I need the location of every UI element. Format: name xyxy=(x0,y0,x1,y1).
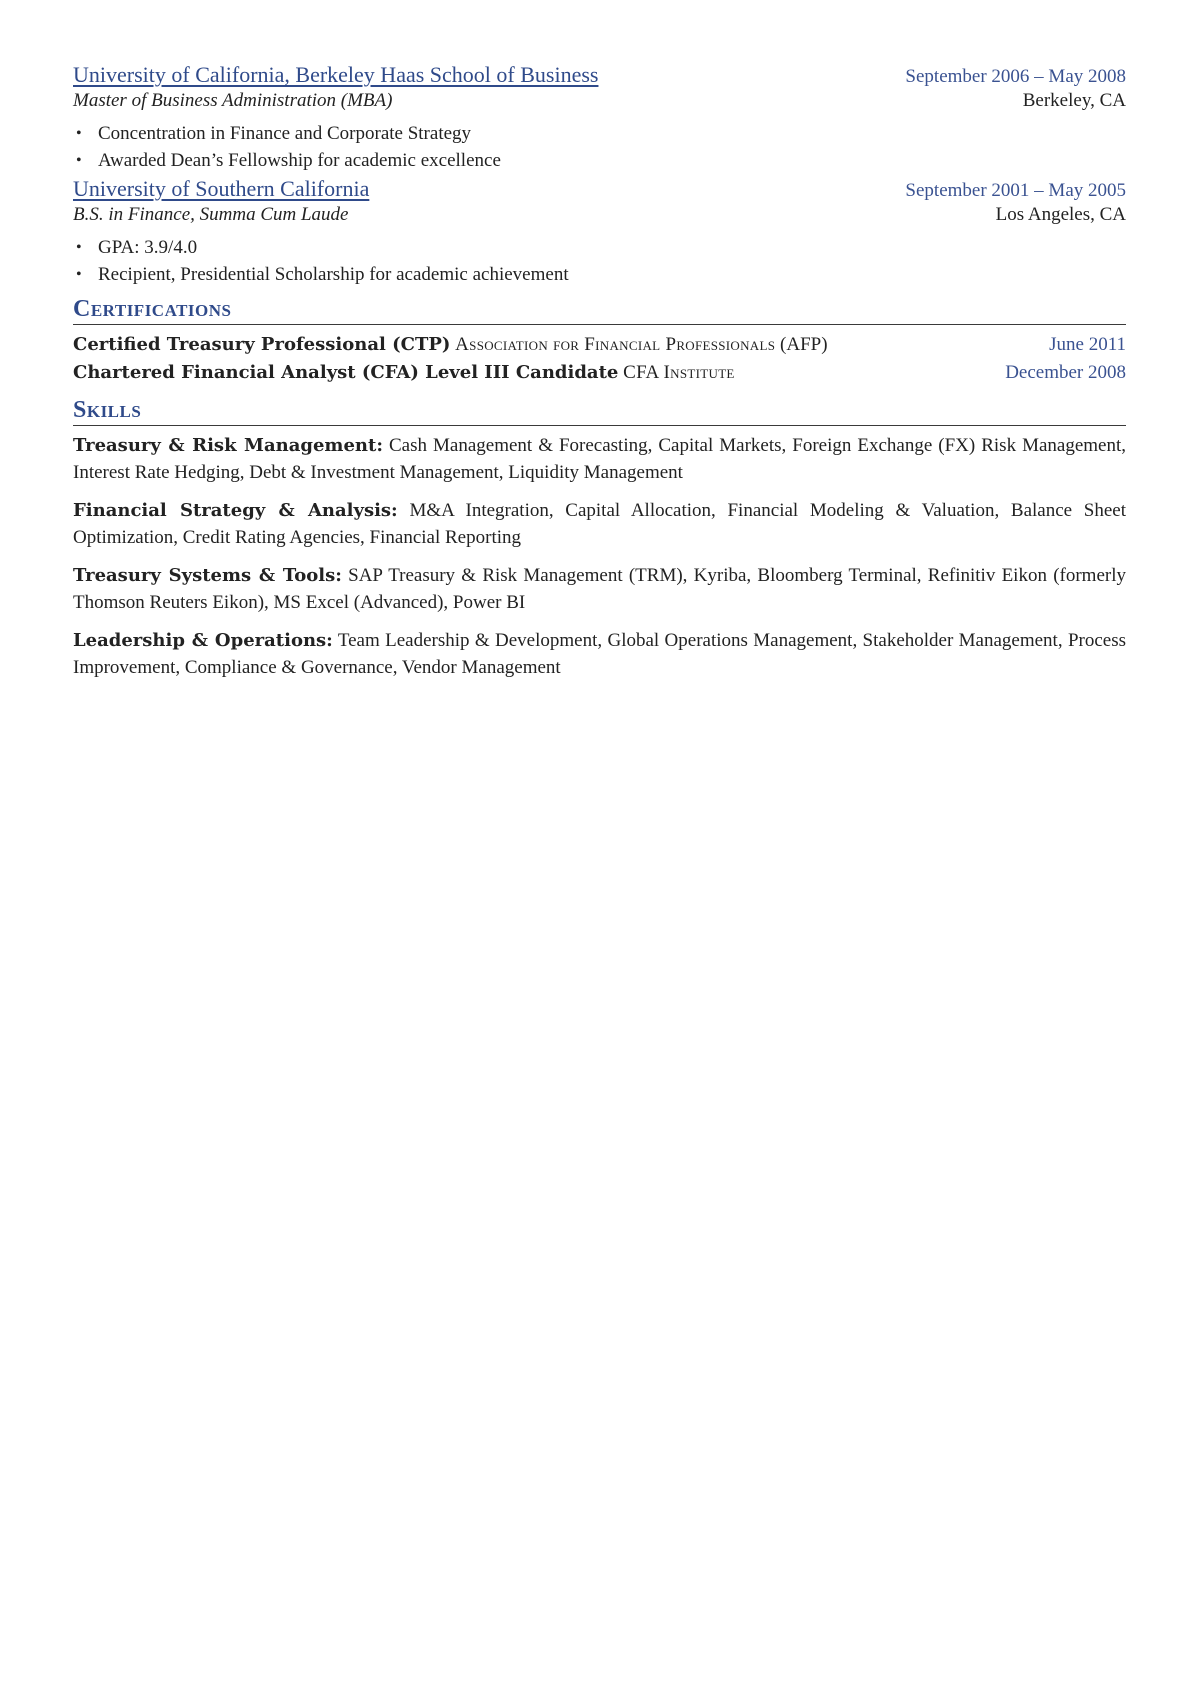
section-divider xyxy=(73,425,1126,426)
list-item: • GPA: 3.9/4.0 xyxy=(98,234,1126,261)
certification-text xyxy=(73,331,828,359)
skill-text: SAP Treasury & Risk Management (TRM), Kyriba, Bloomberg Terminal, Refinitiv Eikon (formerly Thomson Reuters Eikon), MS Excel (Advanced), Power BI xyxy=(73,565,1126,613)
education-dates: September 2006 – May 2008 xyxy=(905,66,1126,87)
list-item: • Concentration in Finance and Corporate Strategy xyxy=(98,120,1126,147)
section-title-skills: Skills xyxy=(73,397,142,423)
certification-name: Chartered Financial Analyst (CFA) Level III Candidate xyxy=(73,362,619,383)
certification-row xyxy=(73,331,1126,359)
location: Los Angeles, CA xyxy=(995,204,1126,225)
list-item: • Recipient, Presidential Scholarship for academic achievement xyxy=(98,261,1126,288)
skill-label: Treasury Systems & Tools: xyxy=(73,565,342,586)
education-dates: September 2001 – May 2005 xyxy=(905,180,1126,201)
certification-issuer-suffix: (AFP) xyxy=(780,334,828,355)
education-subheader-row xyxy=(73,204,1126,226)
education-bullets xyxy=(73,120,1126,174)
education-entry xyxy=(73,62,1126,174)
certification-text xyxy=(73,359,735,387)
section-title-certifications: Certifications xyxy=(73,296,232,322)
degree: Master of Business Administration (MBA) xyxy=(73,90,393,111)
skill-label: Financial Strategy & Analysis: xyxy=(73,500,398,521)
skill-text: M&A Integration, Capital Allocation, Financial Modeling & Valuation, Balance Sheet Optimization, Credit Rating Agencies, Financial Reporting xyxy=(73,500,1127,548)
skill-text: Team Leadership & Development, Global Operations Management, Stakeholder Management, Process Improvement, Compliance & Governance, Vendor Management xyxy=(73,630,1126,678)
certification-row xyxy=(73,359,1126,387)
skill-paragraph xyxy=(73,627,1126,681)
certification-name: Certified Treasury Professional (CTP) xyxy=(73,334,451,355)
section-divider xyxy=(73,324,1126,325)
certification-issuer: Association for Financial Professionals xyxy=(455,334,776,355)
certification-date: June 2011 xyxy=(1049,334,1126,355)
location: Berkeley, CA xyxy=(1022,90,1126,111)
education-entry xyxy=(73,176,1126,288)
skills-section xyxy=(73,395,1126,681)
skill-paragraph xyxy=(73,497,1126,551)
education-bullets xyxy=(73,234,1126,288)
school-name-link[interactable]: University of Southern California xyxy=(73,176,370,201)
degree: B.S. in Finance, Summa Cum Laude xyxy=(73,204,349,225)
list-item: • Awarded Dean’s Fellowship for academic excellence xyxy=(98,147,1126,174)
skill-label: Treasury & Risk Management: xyxy=(73,435,383,456)
education-header-row xyxy=(73,62,1126,88)
certification-date: December 2008 xyxy=(1005,362,1126,383)
resume-page xyxy=(73,62,1126,692)
school-name-link[interactable]: University of California, Berkeley Haas School of Business xyxy=(73,62,599,87)
education-header-row xyxy=(73,176,1126,202)
certification-issuer: CFA Institute xyxy=(623,362,735,383)
certifications-section xyxy=(73,294,1126,387)
skill-paragraph xyxy=(73,432,1126,486)
skill-label: Leadership & Operations: xyxy=(73,630,333,651)
education-subheader-row xyxy=(73,90,1126,112)
skill-paragraph xyxy=(73,562,1126,616)
skill-text: Cash Management & Forecasting, Capital Markets, Foreign Exchange (FX) Risk Management, Interest Rate Hedging, Debt & Investment Management, Liquidity Management xyxy=(73,435,1126,483)
